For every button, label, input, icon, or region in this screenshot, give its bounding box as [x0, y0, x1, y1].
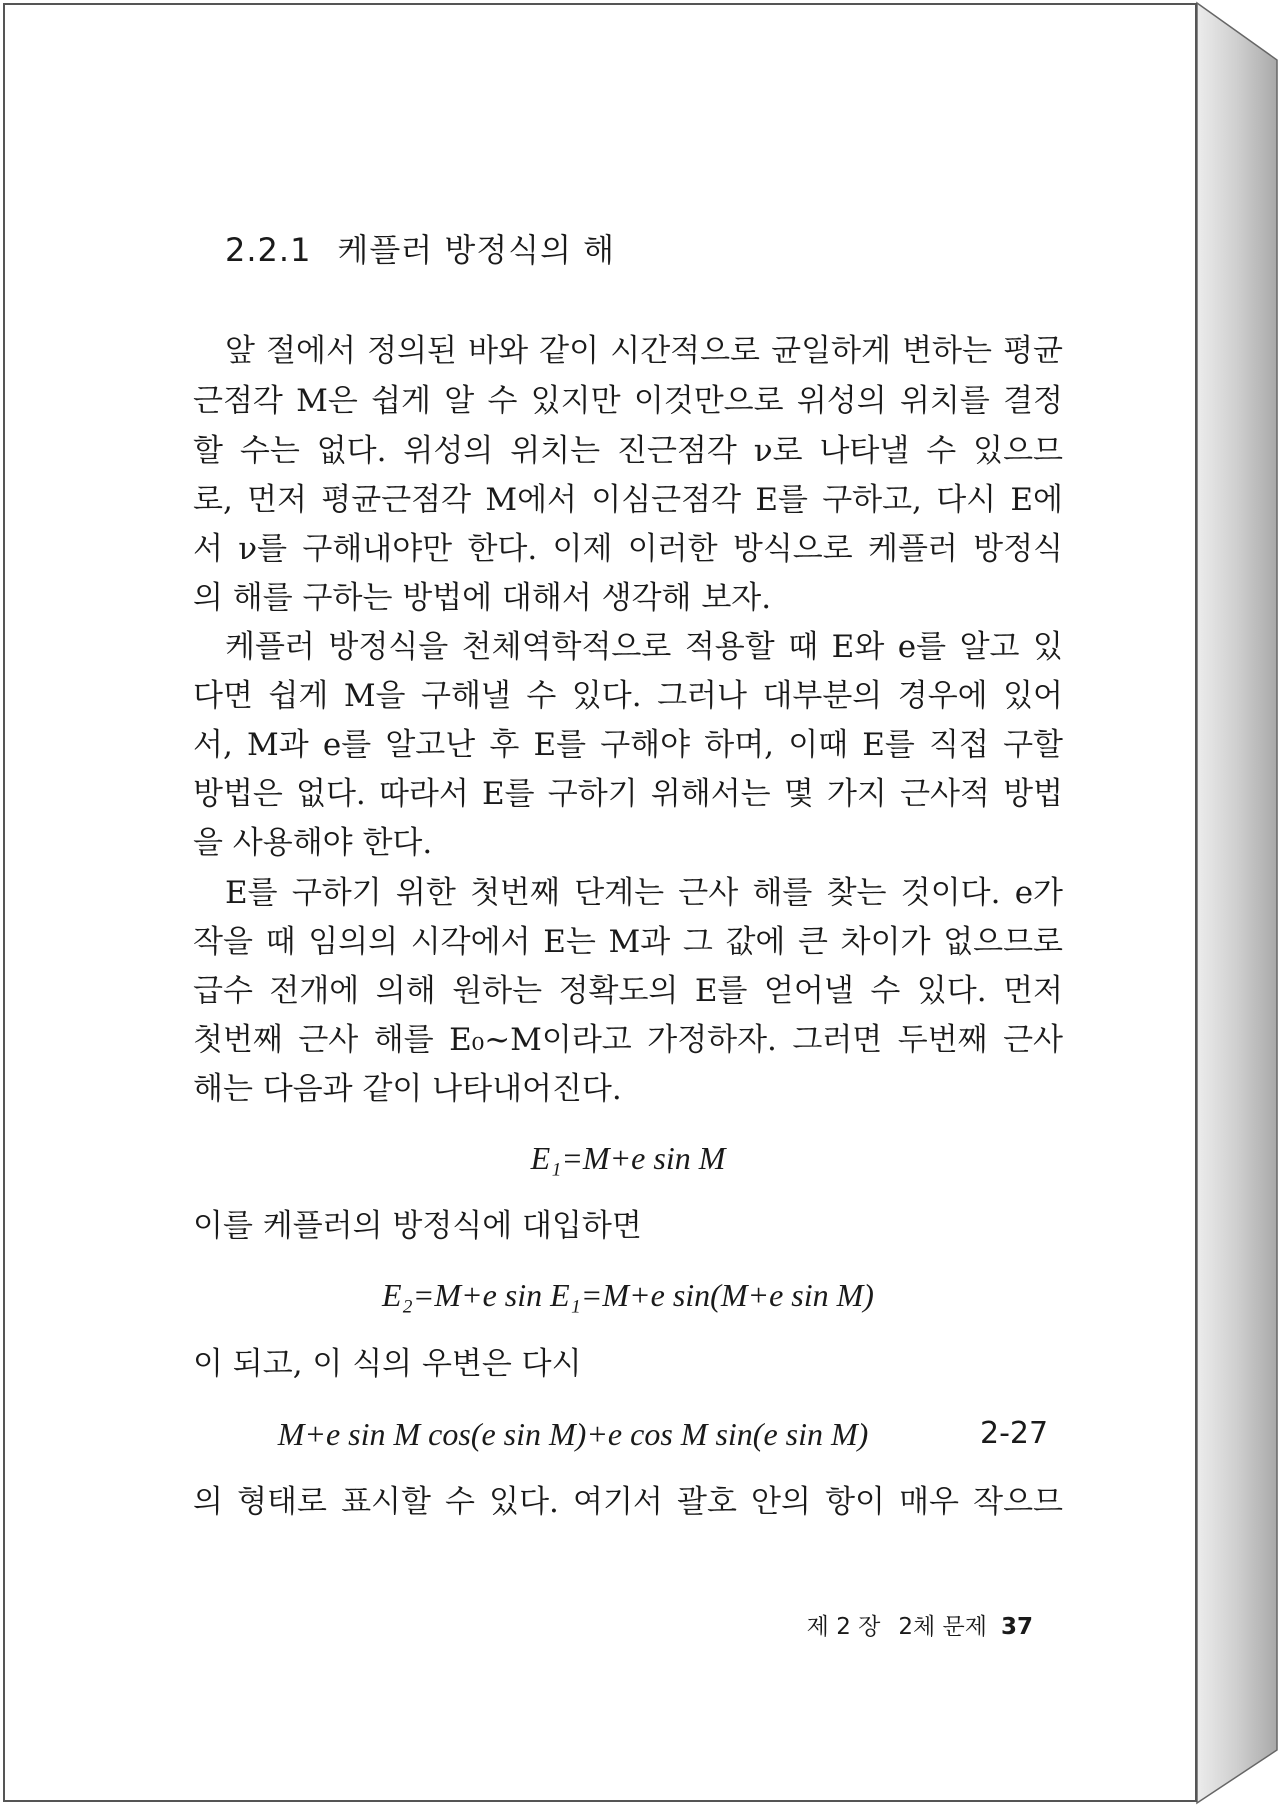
paragraph-line: 이를 케플러의 방정식에 대입하면 [193, 1208, 642, 1244]
paragraph-line: 해는 다음과 같이 나타내어진다. [193, 1071, 622, 1107]
paragraph-line: 을 사용해야 한다. [193, 825, 433, 861]
paragraph-line: 서 ν를 구해내야만 한다. 이제 이러한 방식으로 케플러 방정식 [193, 531, 1063, 567]
section-number: 2.2.1 [225, 231, 312, 269]
paragraph-line: 로, 먼저 평균근점각 M에서 이심근점각 E를 구하고, 다시 E에 [193, 482, 1063, 518]
paragraph-line: 작을 때 임의의 시각에서 E는 M과 그 값에 큰 차이가 없으므로 [193, 924, 1063, 960]
paragraph-line: 의 해를 구하는 방법에 대해서 생각해 보자. [193, 580, 772, 616]
section-title: 케플러 방정식의 해 [337, 231, 616, 269]
paragraph-line: 할 수는 없다. 위성의 위치는 진근점각 ν로 나타낼 수 있으므 [193, 433, 1063, 469]
equation-2-27: M+e sin M cos(e sin M)+e cos M sin(e sin M) [277, 1416, 869, 1452]
paragraph-line: 앞 절에서 정의된 바와 같이 시간적으로 균일하게 변하는 평균 [225, 333, 1063, 369]
page-number: 37 [1000, 1614, 1033, 1640]
footer-chapter-title: 2체 문제 [898, 1614, 987, 1640]
paragraph-line: 의 형태로 표시할 수 있다. 여기서 괄호 안의 항이 매우 작으므 [193, 1484, 1063, 1520]
paragraph-line: 케플러 방정식을 천체역학적으로 적용할 때 E와 e를 알고 있 [225, 629, 1063, 665]
equation-e1: E₁=M+e sin M [530, 1140, 726, 1176]
paragraph-line: 근점각 M은 쉽게 알 수 있지만 이것만으로 위성의 위치를 결정 [193, 383, 1063, 419]
page-footer [720, 1608, 1033, 1641]
paragraph-line: 다면 쉽게 M을 구해낼 수 있다. 그러나 대부분의 경우에 있어 [193, 678, 1063, 714]
section-heading [225, 225, 615, 271]
footer-chapter: 제 2 장 [806, 1614, 881, 1640]
paragraph-line: 이 되고, 이 식의 우변은 다시 [193, 1346, 582, 1382]
paragraph-line: 서, M과 e를 알고난 후 E를 구해야 하며, 이때 E를 직접 구할 [193, 727, 1063, 763]
paragraph-line: 급수 전개에 의해 원하는 정확도의 E를 얻어낼 수 있다. 먼저 [193, 973, 1063, 1009]
paragraph-line: 방법은 없다. 따라서 E를 구하기 위해서는 몇 가지 근사적 방법 [193, 776, 1063, 812]
equation-e2: E₂=M+e sin E₁=M+e sin(M+e sin M) [382, 1277, 874, 1313]
equation-number: 2-27 [980, 1416, 1049, 1451]
paragraph-line: E를 구하기 위한 첫번째 단계는 근사 해를 찾는 것이다. e가 [225, 875, 1063, 911]
paragraph-line: 첫번째 근사 해를 E₀~M이라고 가정하자. 그러면 두번째 근사 [193, 1022, 1063, 1058]
